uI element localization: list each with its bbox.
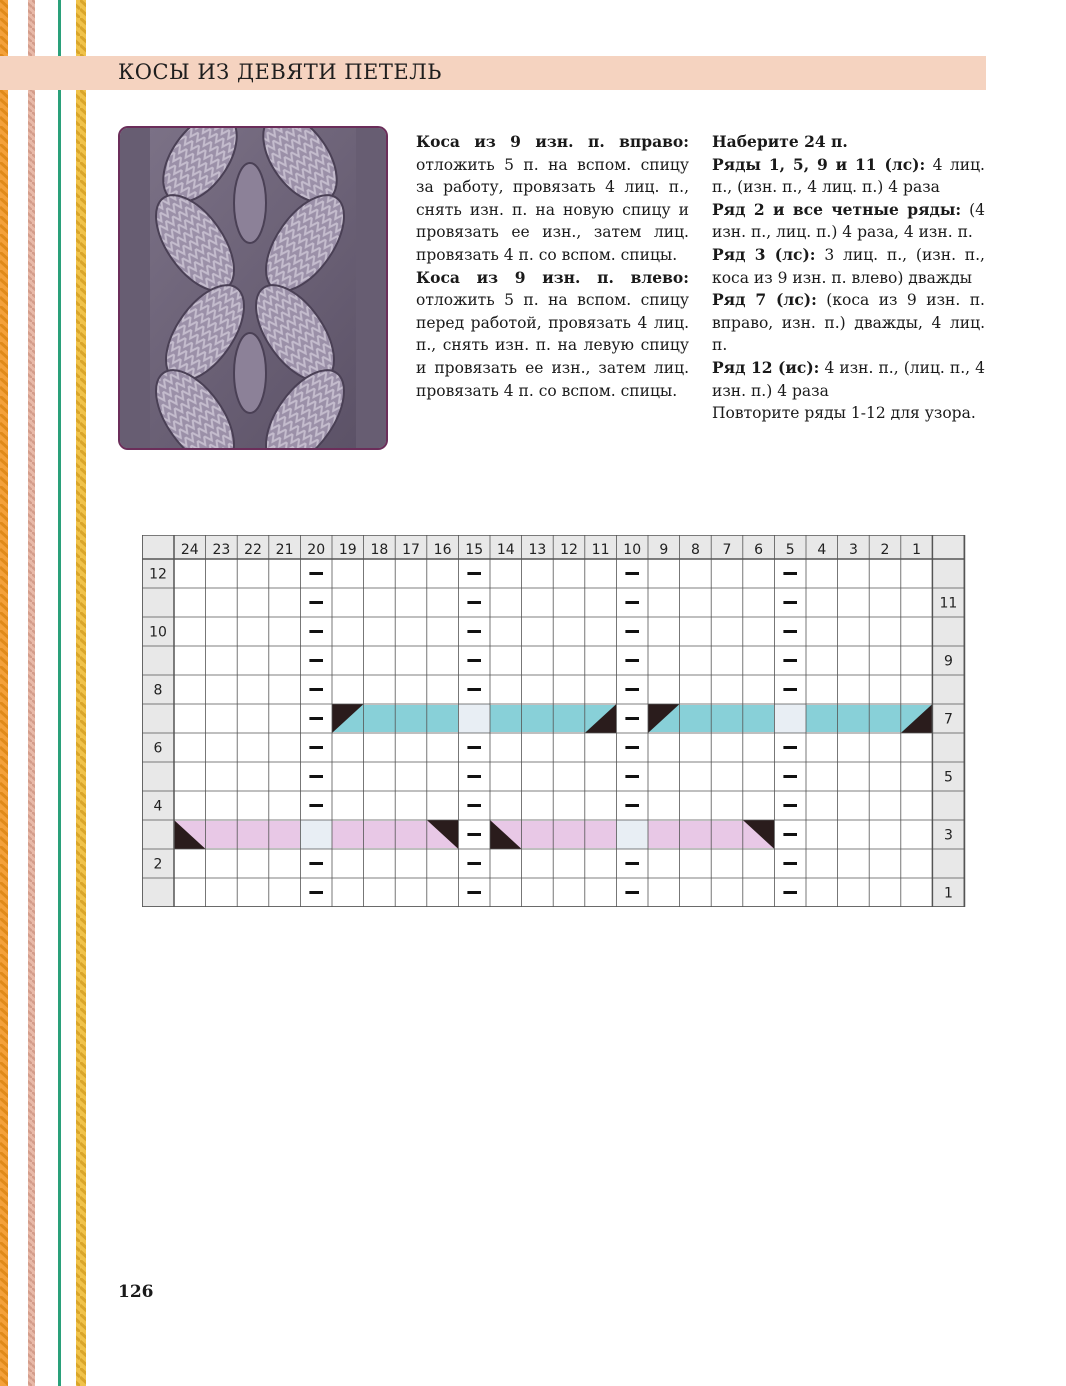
column-number: 24 xyxy=(180,542,199,558)
column-number: 17 xyxy=(402,542,420,558)
column-number: 8 xyxy=(690,542,700,558)
row-number-right: 9 xyxy=(943,653,953,670)
decorative-ropes xyxy=(0,0,100,1386)
row-number-left: 8 xyxy=(153,682,163,699)
row-number-right: 11 xyxy=(939,595,958,612)
row-3-text: 3 лиц. п., (изн. п., коса из 9 изн. п. влево) дважды xyxy=(712,245,985,287)
cable-knit-photo xyxy=(118,126,388,450)
row-12-text: 4 изн. п., (лиц. п., 4 изн. п.) 4 раза xyxy=(712,358,985,400)
column-number: 13 xyxy=(528,542,547,558)
column-number: 1 xyxy=(912,542,922,558)
cable-center-cell xyxy=(616,820,648,849)
cable-center-cell xyxy=(300,820,332,849)
cable-center-cell xyxy=(774,704,806,733)
row-number-left: 12 xyxy=(149,566,167,583)
row-number-left: 4 xyxy=(153,798,163,815)
row-number-right: 1 xyxy=(943,885,953,902)
row-number-left: 10 xyxy=(149,624,167,641)
column-number: 16 xyxy=(433,542,452,558)
column-number: 6 xyxy=(754,542,764,558)
column-number: 18 xyxy=(370,542,389,558)
column-number: 11 xyxy=(591,542,610,558)
column-number: 5 xyxy=(785,542,795,558)
column-number: 19 xyxy=(338,542,357,558)
right-cable-text: отложить 5 п. на вспом. спицу за работу, провязать 4 лиц. п., снять изн. п. на новую спицу и провязать ее изн., затем лиц. провязать 4 п. со вспом. спицы. xyxy=(416,155,689,264)
column-number: 7 xyxy=(722,542,732,558)
left-cable-text: отложить 5 п. на вспом. спицу перед работой, провязать 4 лиц. п., снять изн. п. на левую спицу и провязать ее изн., затем лиц. провязать 4 п. со вспом. спицы. xyxy=(416,291,689,400)
column-number: 2 xyxy=(880,542,890,558)
rows-1-text: 4 лиц. п., (изн. п., 4 лиц. п.) 4 раза xyxy=(712,155,985,197)
row-2-heading: Ряд 2 и все четные ряды: xyxy=(712,199,962,219)
page-number: 126 xyxy=(118,1282,154,1302)
column-number: 14 xyxy=(496,542,515,558)
column-number: 4 xyxy=(817,542,827,558)
right-cable-heading: Коса из 9 изн. п. вправо: xyxy=(416,132,689,151)
row-7-text: (коса из 9 изн. п. вправо, изн. п.) дважды, 4 лиц. п. xyxy=(712,291,985,355)
row-2-text: (4 изн. п., лиц. п.) 4 раза, 4 изн. п. xyxy=(712,200,985,242)
column-number: 15 xyxy=(465,542,484,558)
cable-instructions xyxy=(416,131,689,402)
column-number: 23 xyxy=(212,542,231,558)
column-number: 10 xyxy=(623,542,642,558)
row-number-left: 6 xyxy=(153,740,163,757)
column-number: 3 xyxy=(848,542,858,558)
row-number-right: 5 xyxy=(943,769,953,786)
pattern-instructions xyxy=(712,131,985,425)
knitting-chart xyxy=(142,535,966,907)
left-cable-heading: Коса из 9 изн. п. влево: xyxy=(416,267,689,287)
column-number: 22 xyxy=(244,542,262,558)
row-7-heading: Ряд 7 (лс): xyxy=(712,290,817,310)
cable-knit-photo-icon xyxy=(120,128,386,448)
repeat-text: Повторите ряды 1-12 для узора. xyxy=(712,404,976,423)
cable-center-cell xyxy=(458,704,490,733)
rows-1-heading: Ряды 1, 5, 9 и 11 (лс): xyxy=(712,154,926,174)
row-number-right: 3 xyxy=(943,827,953,844)
cast-on: Наберите 24 п. xyxy=(712,132,848,151)
row-number-left: 2 xyxy=(153,856,163,873)
column-number: 12 xyxy=(560,542,578,558)
column-number: 20 xyxy=(307,542,326,558)
column-number: 21 xyxy=(275,542,294,558)
column-number: 9 xyxy=(659,542,669,558)
row-number-right: 7 xyxy=(943,711,953,728)
row-3-heading: Ряд 3 (лс): xyxy=(712,244,816,264)
row-12-heading: Ряд 12 (ис): xyxy=(712,357,820,377)
page-title: КОСЫ ИЗ ДЕВЯТИ ПЕТЕЛЬ xyxy=(118,60,442,84)
